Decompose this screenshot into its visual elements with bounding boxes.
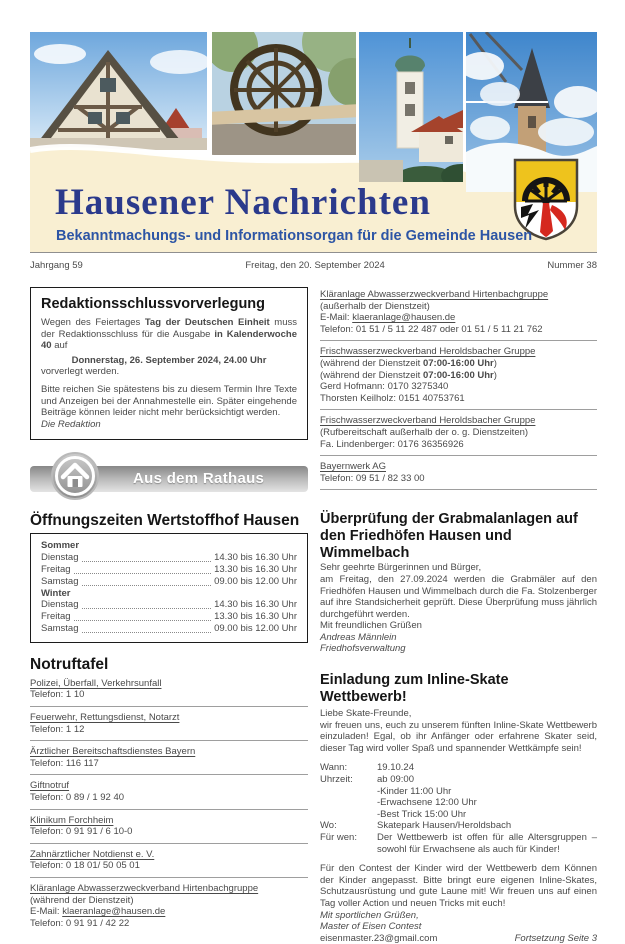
list-item: Ärztlicher Bereitschaftsdienstes Bayern Telefon: 116 117 [30,746,196,769]
page-subtitle: Bekanntmachungs- und Informationsorgan für die Gemeinde Hausen [56,228,533,244]
left-column [30,287,308,931]
notice-signature: Die Redaktion [41,418,101,430]
article-outro: Für den Contest der Kinder wird der Wettbewerb dem Können der Kinder angepasst. Bitte bringt eure eigenen Inline-Skates, Schutzausrüstung und gute Laune mit! Wir freuen uns auf einen Tag voller Action und neuen Tricks mit euch! [320,863,597,909]
schedule-row: Samstag 09.00 bis 12.00 Uhr [41,623,297,635]
article-footer [320,933,597,944]
notice-deadline: Donnerstag, 26. September 2024, 24.00 Uhr [71,354,267,366]
list-item: Klinikum Forchheim Telefon: 0 91 91 / 6 10-0 [30,814,133,838]
house-icon [50,451,100,501]
notice-title: Redaktionsschlussvorverlegung [41,296,266,312]
detail-row: -Best Trick 15:00 Uhr [377,808,467,820]
article-skate [320,672,597,944]
schedule-row: Freitag 13.30 bis 16.30 Uhr [41,611,297,623]
notruftafel-heading: Notruftafel [30,656,109,674]
list-item: Frischwasserzweckverband Heroldsbacher Gruppe (Rufbereitschaft außerhalb der o. g. Dienstzeiten) Fa. Lindenberger: 0176 36356926 [320,415,536,450]
notice-paragraph-1: Wegen des Feiertages Tag der Deutschen Einheit muss der Redaktionsschluss für die Ausgabe in Kalenderwoche 40 auf [41,317,297,352]
issue-date: Freitag, den 20. September 2024 [245,260,385,271]
divider [320,409,597,410]
detail-row: -Erwachsene 12:00 Uhr [377,797,477,809]
detail-row: Wo: Skatepark Hausen/Heroldsbach [320,820,512,832]
page-title: Hausener Nachrichten [55,182,431,223]
schedule-section-name: Winter [41,587,71,599]
wertstoffhof-schedule-table [30,533,308,643]
list-item: Kläranlage Abwasserzweckverband Hirtenbachgruppe (während der Dienstzeit) E-Mail: klaeranlage@hausen.de Telefon: 0 91 91 / 42 22 [30,882,259,929]
signature-name: Andreas Männlein [320,631,397,643]
photo-half-timbered-house [30,32,207,150]
schedule-row: Samstag 09.00 bis 12.00 Uhr [41,575,297,587]
list-item: Bayernwerk AG Telefon: 09 51 / 82 33 00 [320,461,425,484]
article-body: am Freitag, den 27.09.2024 werden die Grabmäler auf den Friedhöfen Hausen und Wimmelbach durch die Fa. Stolzenberger auf ihre Standsicherheit geprüft. Diese Überprüfung muss jährlich durchgeführt werden. [320,573,597,620]
schedule-row: Freitag 13.30 bis 16.30 Uhr [41,563,297,575]
email-link[interactable]: eisenmaster.23@gmail.com [320,932,438,944]
divider [30,740,308,741]
divider [30,877,308,878]
issue-bar [30,252,597,271]
wertstoffhof-heading: Öffnungszeiten Wertstoffhof Hausen [30,512,300,530]
list-item: Zahnärztlicher Notdienst e. V. Telefon: 0 18 01/ 50 05 01 [30,848,155,872]
list-item: Polizei, Überfall, Verkehrsunfall Telefon: 1 10 [30,677,162,701]
closing: Mit sportlichen Grüßen, [320,909,419,921]
rathaus-section-banner [30,453,308,499]
issue-number: Nummer 38 [547,260,597,271]
signature-role: Friedhofsverwaltung [320,643,406,655]
divider [30,774,308,775]
divider [30,809,308,810]
schedule-section-name: Sommer [41,539,80,551]
signature-name: Master of Eisen Contest [320,921,422,933]
issue-volume: Jahrgang 59 [30,260,83,271]
closing: Mit freundlichen Grüßen [320,620,422,632]
detail-row: Wann: 19.10.24 [320,762,414,774]
list-item: Kläranlage Abwasserzweckverband Hirtenbachgruppe (außerhalb der Dienstzeit) E-Mail: klaeranlage@hausen.de Telefon: 01 51 / 5 11 22 487 oder 01 51 / 5 11 21 762 [320,289,549,335]
schedule-row: Dienstag 14.30 bis 16.30 Uhr [41,551,297,563]
salutation: Liebe Skate-Freunde, [320,708,412,720]
divider [320,489,597,490]
email-link[interactable]: klaeranlage@hausen.de [62,906,166,918]
divider [30,843,308,844]
editorial-deadline-notice [30,287,308,440]
article-heading: Einladung zum Inline-Skate Wettbewerb! [320,672,509,706]
schedule-row: Dienstag 14.30 bis 16.30 Uhr [41,599,297,611]
divider [320,340,597,341]
salutation: Sehr geehrte Bürgerinnen und Bürger, [320,562,482,574]
divider [320,455,597,456]
article-grabmal [320,511,597,655]
detail-row: Für wen: Der Wettbewerb ist offen für alle Altersgruppen – sowohl für Erwachsene als auch für Kinder! [320,832,597,855]
right-column [320,287,597,944]
list-item: Feuerwehr, Rettungsdienst, Notarzt Telefon: 1 12 [30,711,180,735]
notice-paragraph-2: Bitte reichen Sie spätestens bis zu diesem Termin Ihre Texte und Anzeigen bei der Annahmestelle ein. Später eingehende Beiträge können leider nicht mehr berücksichtigt werden. [41,383,297,419]
continuation-note: Fortsetzung Seite 3 [514,932,597,944]
photo-white-church-tower [359,32,463,182]
photo-mill-water-wheel [212,32,356,155]
list-item: Giftnotruf Telefon: 0 89 / 1 92 40 [30,780,125,803]
email-link[interactable]: klaeranlage@hausen.de [352,312,456,324]
notice-paragraph-1-end: vorverlegt werden. [41,366,120,378]
list-item: Frischwasserzweckverband Heroldsbacher Gruppe (während der Dienstzeit 07:00-16:00 Uhr) (während der Dienstzeit 07:00-16:00 Uhr) Gerd Hofmann: 0170 3275340 Thorsten Keilholz: 0151 40753761 [320,346,536,404]
emergency-numbers-list [30,676,308,932]
divider [30,706,308,707]
article-heading: Überprüfung der Grabmalanlagen auf den Friedhöfen Hausen und Wimmelbach [320,511,578,562]
detail-row: Uhrzeit: ab 09:00 [320,774,414,786]
rathaus-banner-label: Aus dem Rathaus [30,466,308,492]
detail-row: -Kinder 11:00 Uhr [377,785,452,797]
article-intro: wir freuen uns, euch zu unserem fünften Inline-Skate Wettbewerb einzuladen! Egal, ob ihr Anfänger oder erfahrene Skater seid, dieser Tag wird voller Spaß und spannender Wettkämpfe sein! [320,719,597,754]
